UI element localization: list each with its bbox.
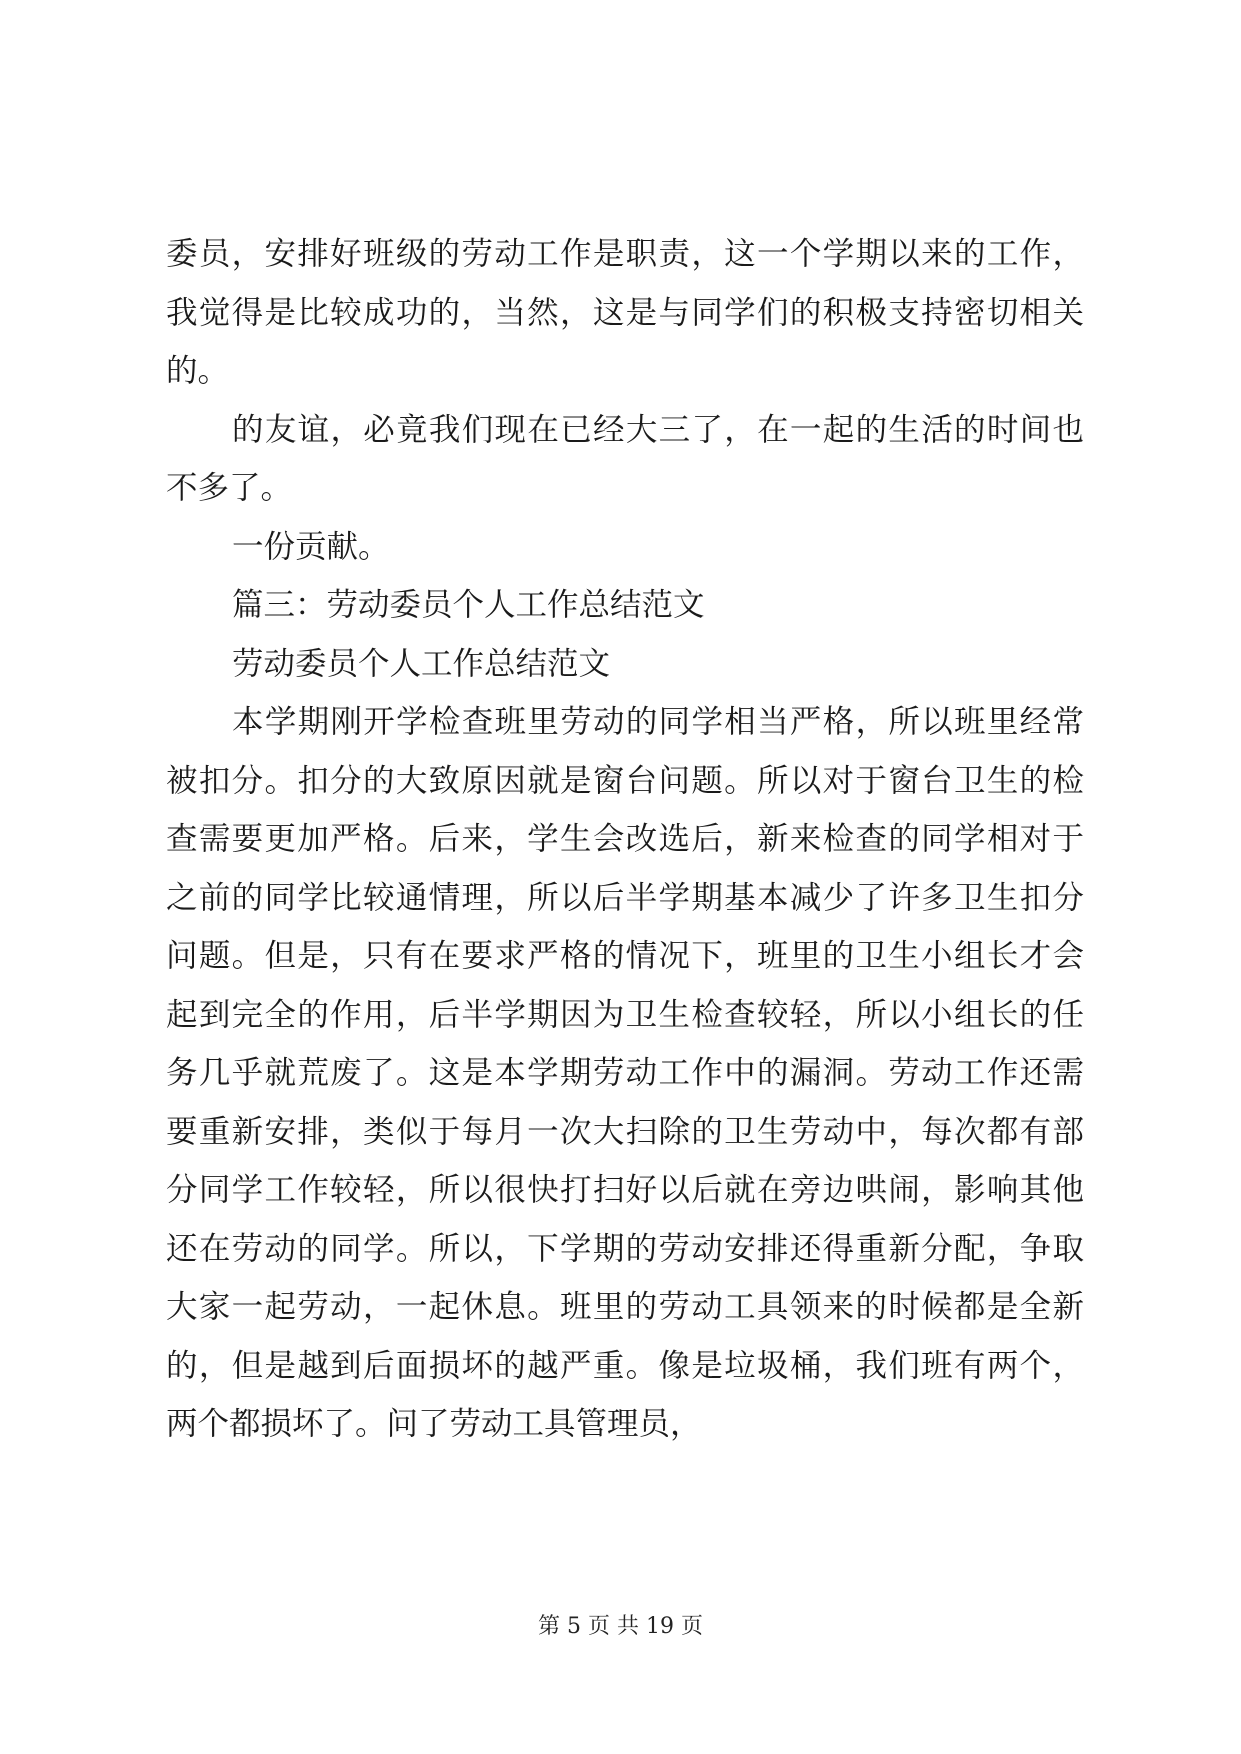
text-line-20: 的，但是越到后面损坏的越严重。像是垃圾桶，我们班有两个，	[166, 1347, 1084, 1384]
text-line-11: 查需要更加严格。后来，学生会改选后，新来检查的同学相对于	[166, 821, 1084, 857]
document-body	[166, 225, 1084, 1454]
text-line-13: 问题。但是，只有在要求严格的情况下，班里的卫生小组长才会	[166, 938, 1084, 974]
text-line-19: 大家一起劳动，一起休息。班里的劳动工具领来的时候都是全新	[166, 1289, 1084, 1325]
text-line-9: 本学期刚开学检查班里劳动的同学相当严格，所以班里经常	[232, 704, 1084, 740]
text-line-10: 被扣分。扣分的大致原因就是窗台问题。所以对于窗台卫生的检	[166, 762, 1084, 799]
text-line-12: 之前的同学比较通情理，所以后半学期基本减少了许多卫生扣分	[166, 879, 1084, 916]
text-line-5: 不多了。	[166, 470, 293, 506]
text-line-1: 委员，安排好班级的劳动工作是职责，这一个学期以来的工作，	[166, 236, 1084, 272]
text-line-14: 起到完全的作用，后半学期因为卫生检查较轻，所以小组长的任	[166, 996, 1084, 1033]
text-line-3: 的。	[166, 353, 230, 389]
article-title: 劳动委员个人工作总结范文	[232, 645, 611, 682]
text-line-18: 还在劳动的同学。所以，下学期的劳动安排还得重新分配，争取	[166, 1230, 1084, 1267]
text-line-17: 分同学工作较轻，所以很快打扫好以后就在旁边哄闹，影响其他	[166, 1172, 1084, 1208]
text-line-16: 要重新安排，类似于每月一次大扫除的卫生劳动中，每次都有部	[166, 1113, 1084, 1150]
text-line-15: 务几乎就荒废了。这是本学期劳动工作中的漏洞。劳动工作还需	[166, 1055, 1084, 1091]
text-line-4: 的友谊，必竟我们现在已经大三了，在一起的生活的时间也	[232, 411, 1084, 448]
text-line-2: 我觉得是比较成功的，当然，这是与同学们的积极支持密切相关	[166, 294, 1084, 331]
page-number-footer: 第 5 页 共 19 页	[538, 1614, 703, 1639]
text-line-21: 两个都损坏了。问了劳动工具管理员，	[166, 1406, 702, 1442]
section-heading: 篇三：劳动委员个人工作总结范文	[232, 587, 705, 623]
text-line-6: 一份贡献。	[232, 528, 390, 565]
